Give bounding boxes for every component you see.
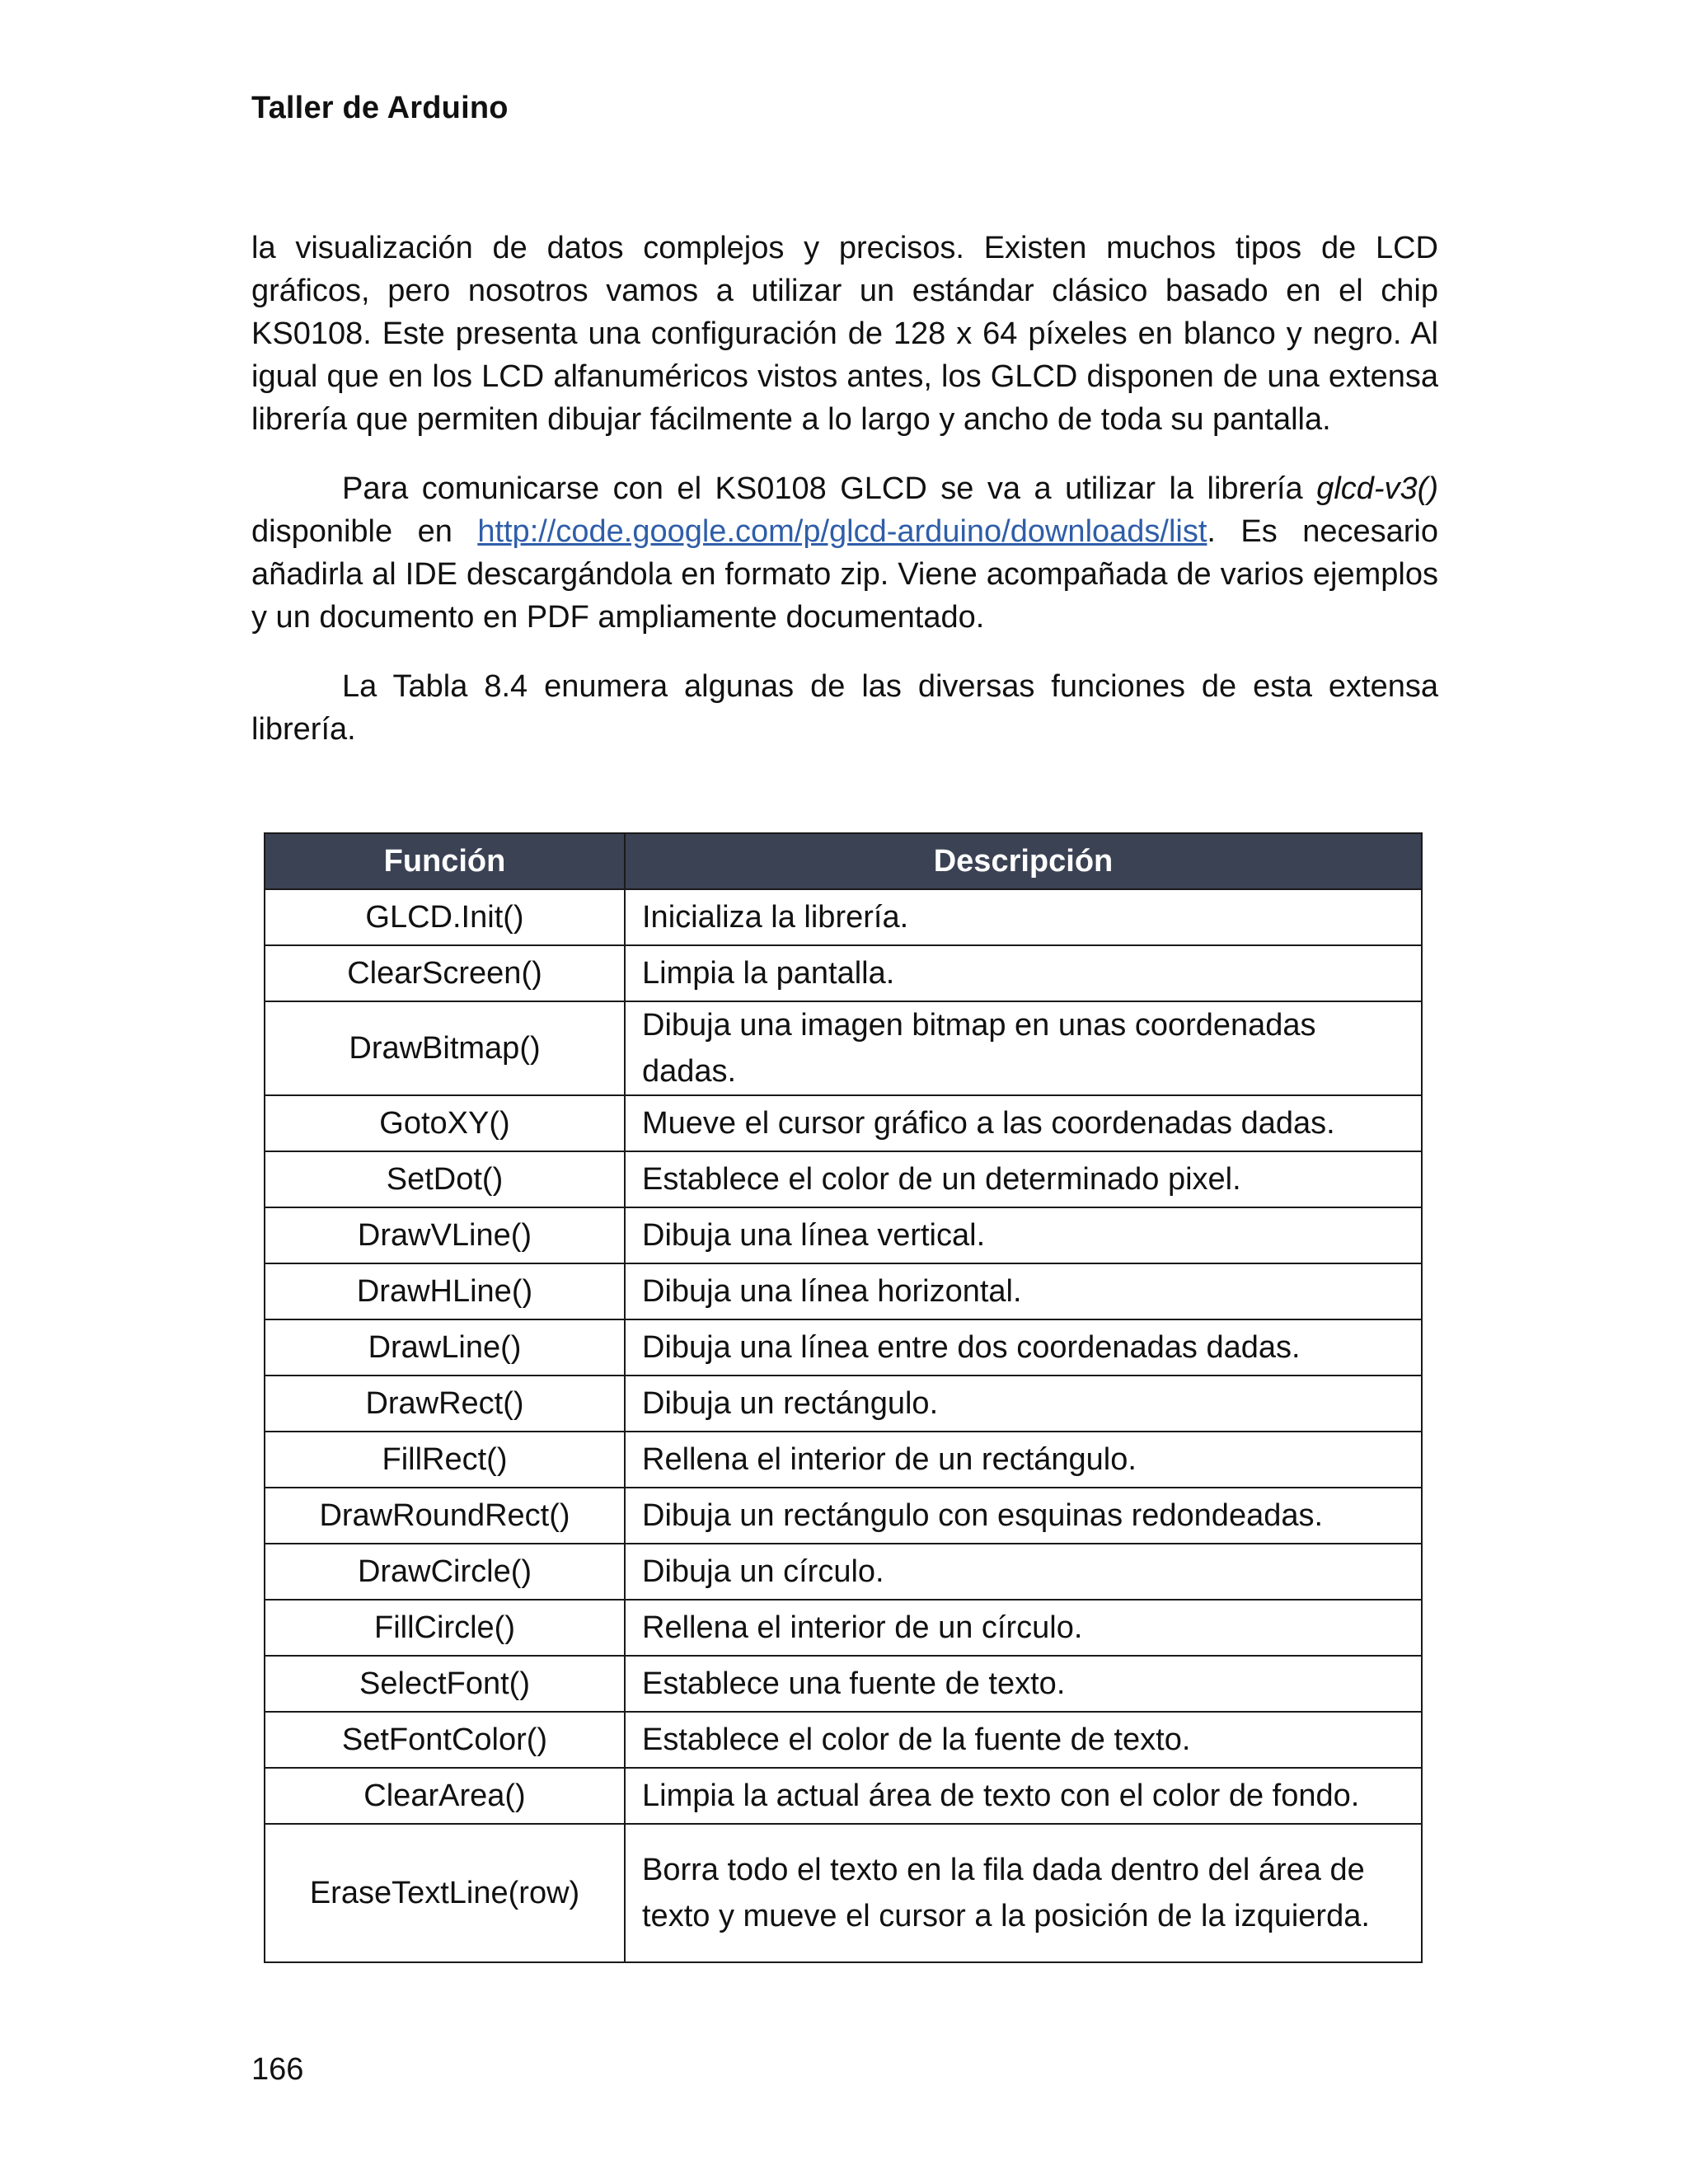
function-cell: DrawBitmap() [265, 1001, 625, 1095]
table-row [265, 1151, 1422, 1207]
description-cell: Establece el color de la fuente de texto. [625, 1712, 1422, 1768]
functions-table [264, 832, 1423, 1963]
description-cell: Inicializa la librería. [625, 889, 1422, 945]
table-row [265, 1544, 1422, 1600]
function-cell: ClearArea() [265, 1768, 625, 1824]
function-cell: SetDot() [265, 1151, 625, 1207]
page-number: 166 [251, 2052, 304, 2087]
table-row [265, 1319, 1422, 1376]
description-cell: Borra todo el texto en la fila dada dentro del área de texto y mueve el cursor a la posición de la izquierda. [625, 1824, 1422, 1962]
function-cell: SetFontColor() [265, 1712, 625, 1768]
description-cell: Dibuja una imagen bitmap en unas coordenadas dadas. [625, 1001, 1422, 1095]
table-row [265, 889, 1422, 945]
paragraph-2-end: . Es necesario añadirla al IDE descargándola en formato zip. Viene acompañada de varios ejemplos y un documento en PDF ampliamente documentado. [251, 514, 1438, 635]
paragraph-2-middle: disponible en [251, 514, 478, 549]
description-cell: Limpia la pantalla. [625, 945, 1422, 1001]
library-name: glcd-v3() [1316, 471, 1438, 506]
function-cell: SelectFont() [265, 1656, 625, 1712]
header-description: Descripción [625, 833, 1422, 889]
function-cell: DrawLine() [265, 1319, 625, 1376]
header-function: Función [265, 833, 625, 889]
table-row [265, 1712, 1422, 1768]
description-cell: Rellena el interior de un rectángulo. [625, 1432, 1422, 1488]
function-cell: GLCD.Init() [265, 889, 625, 945]
table-header-row [265, 833, 1422, 889]
download-link[interactable]: http://code.google.com/p/glcd-arduino/downloads/list [477, 514, 1207, 549]
function-cell: EraseTextLine(row) [265, 1824, 625, 1962]
table-row [265, 1768, 1422, 1824]
description-cell: Establece el color de un determinado pixel. [625, 1151, 1422, 1207]
table-row [265, 1824, 1422, 1962]
function-cell: ClearScreen() [265, 945, 625, 1001]
description-cell: Limpia la actual área de texto con el color de fondo. [625, 1768, 1422, 1824]
function-cell: FillCircle() [265, 1600, 625, 1656]
paragraph-2-intro: Para comunicarse con el KS0108 GLCD se va a utilizar la librería [342, 471, 1317, 506]
table-row [265, 1656, 1422, 1712]
description-cell: Rellena el interior de un círculo. [625, 1600, 1422, 1656]
function-cell: DrawRoundRect() [265, 1488, 625, 1544]
running-head: Taller de Arduino [251, 91, 509, 125]
table-row [265, 1095, 1422, 1151]
function-cell: DrawHLine() [265, 1263, 625, 1319]
function-cell: DrawCircle() [265, 1544, 625, 1600]
paragraph-2 [251, 467, 1438, 639]
description-cell: Dibuja un rectángulo con esquinas redondeadas. [625, 1488, 1422, 1544]
function-cell: GotoXY() [265, 1095, 625, 1151]
description-cell: Dibuja un rectángulo. [625, 1376, 1422, 1432]
description-cell: Mueve el cursor gráfico a las coordenadas dadas. [625, 1095, 1422, 1151]
body-text [251, 227, 1438, 777]
table-row [265, 1432, 1422, 1488]
paragraph-1: la visualización de datos complejos y precisos. Existen muchos tipos de LCD gráficos, pero nosotros vamos a utilizar un estándar clásico basado en el chip KS0108. Este presenta una configuración de 128 x 64 píxeles en blanco y negro. Al igual que en los LCD alfanuméricos vistos antes, los GLCD disponen de una extensa librería que permiten dibujar fácilmente a lo largo y ancho de toda su pantalla. [251, 231, 1438, 437]
description-cell: Dibuja una línea vertical. [625, 1207, 1422, 1263]
description-cell: Dibuja una línea horizontal. [625, 1263, 1422, 1319]
description-cell: Establece una fuente de texto. [625, 1656, 1422, 1712]
description-cell: Dibuja una línea entre dos coordenadas dadas. [625, 1319, 1422, 1376]
function-cell: DrawRect() [265, 1376, 625, 1432]
table-row [265, 1488, 1422, 1544]
paragraph-3: La Tabla 8.4 enumera algunas de las diversas funciones de esta extensa librería. [251, 669, 1438, 747]
table-row [265, 1263, 1422, 1319]
table-row [265, 1600, 1422, 1656]
table-row [265, 945, 1422, 1001]
description-cell: Dibuja un círculo. [625, 1544, 1422, 1600]
function-cell: DrawVLine() [265, 1207, 625, 1263]
table-row [265, 1001, 1422, 1095]
table-row [265, 1376, 1422, 1432]
table-row [265, 1207, 1422, 1263]
function-cell: FillRect() [265, 1432, 625, 1488]
